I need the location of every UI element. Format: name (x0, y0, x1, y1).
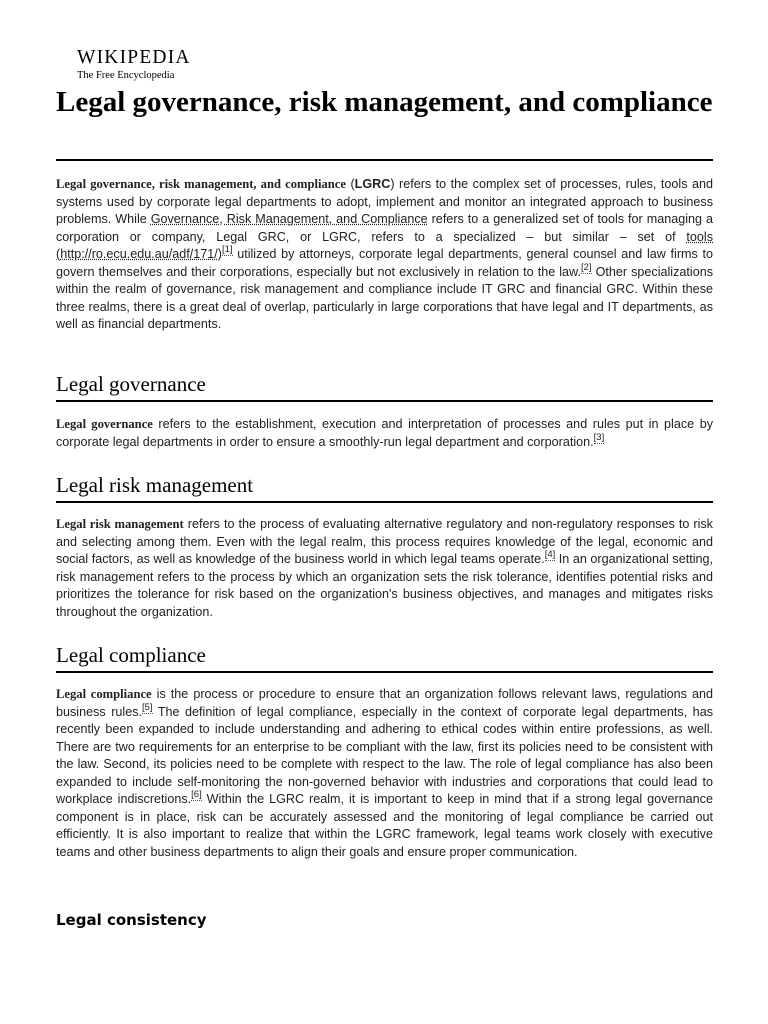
compliance-text-3: Within the LGRC realm, it is important to keep in mind that if a strong legal governance component is in place, risk can be accurately assessed and the monitoring of legal compliance be carried out efficiently. It is also important to realize that within the LGRC framework, legal teams work closely with executive teams and other business departments to align their goals and ensure proper communication. (56, 792, 713, 859)
section-heading-legal-consistency: Legal consistency (56, 911, 207, 929)
intro-open: ( (345, 177, 355, 191)
ref-3-link[interactable]: [3] (593, 431, 605, 443)
wikipedia-wordmark: WIKIPEDIA (77, 47, 191, 68)
section-heading-legal-compliance: Legal compliance (56, 642, 713, 673)
compliance-text-1: is the process or procedure to ensure that an organization follows relevant laws, regulations and business rules. (56, 687, 714, 719)
intro-text-2: refers to a generalized set of tools for managing a corporation or company, Legal GRC, or LGRC, refers to a specialized – but similar – set of (56, 212, 713, 244)
ref-5-link[interactable]: [5] (142, 701, 153, 713)
intro-text-1: ) refers to the complex set of processes, rules, tools and systems used by corporate legal departments to adopt, implement and monitor an integrated approach to business problems. While (56, 177, 713, 226)
section-heading-legal-governance: Legal governance (56, 371, 713, 402)
ref-6-link[interactable]: [6] (191, 789, 202, 800)
section-heading-legal-risk-management: Legal risk management (56, 472, 713, 503)
compliance-text-2: The definition of legal compliance, especially in the context of corporate legal departments, has recently been expanded to include understanding and adhering to ethical codes within entire professions, as well. There are two requirements for an enterprise to be compliant with the law, first its policies need to be consistent with the law. Second, its policies need to be complete with respect to the law. The role of legal compliance has also been expanded to include self-monitoring the non-governed behavior with industries and corporations that could lead to workplace indiscretions. (56, 704, 713, 806)
intro-text-4: Other specializations within the realm of governance, risk management and compliance include IT GRC and financial GRC. Within these three realms, there is a great deal of overlap, particularly in large corporations that have legal and IT departments, as well as financial departments. (56, 264, 713, 331)
compliance-paragraph (56, 686, 713, 861)
intro-abbr: LGRC (354, 177, 391, 191)
tools-link[interactable]: tools (http://ro.ecu.edu.au/adf/171/) (56, 229, 713, 261)
ref-4-link[interactable]: [4] (544, 549, 556, 560)
risk-text-2: In an organizational setting, risk management refers to the process by which an organization sets the risk tolerance, identifies potential risks and prioritizes the tolerance for risk based on the organization's business objectives, and manages and mitigates risks throughout the organization. (56, 552, 713, 619)
risk-text-1: refers to the process of evaluating alternative regulatory and non-regulatory responses to risk and selecting among them. Even with the legal realm, this process requires knowledge of the legal, economic and social factors, as well as knowledge of the business world in which legal teams operate. (56, 517, 713, 566)
risk-paragraph (56, 516, 713, 621)
governance-text: refers to the establishment, execution and interpretation of processes and rules put in place by corporate legal departments in order to ensure a smoothly-run legal department and corporation. (56, 417, 713, 449)
risk-term: Legal risk management (56, 517, 184, 531)
governance-term: Legal governance (56, 417, 153, 431)
ref-1-link[interactable]: [1] (221, 244, 233, 255)
intro-term: Legal governance, risk management, and compliance (56, 177, 346, 191)
wikipedia-logo[interactable] (77, 47, 191, 82)
ref-2-link[interactable]: [2] (580, 261, 592, 273)
intro-paragraph (56, 176, 713, 334)
intro-text-3: utilized by attorneys, corporate legal departments, general counsel and law firms to govern themselves and their corporations, especially but not exclusively in relation to the law. (56, 247, 713, 279)
wikipedia-tagline: The Free Encyclopedia (77, 70, 175, 81)
page-title: Legal governance, risk management, and compliance (56, 85, 713, 161)
compliance-term: Legal compliance (56, 687, 152, 701)
grc-link[interactable]: Governance, Risk Management, and Compliance (150, 212, 428, 226)
governance-paragraph (56, 416, 713, 451)
